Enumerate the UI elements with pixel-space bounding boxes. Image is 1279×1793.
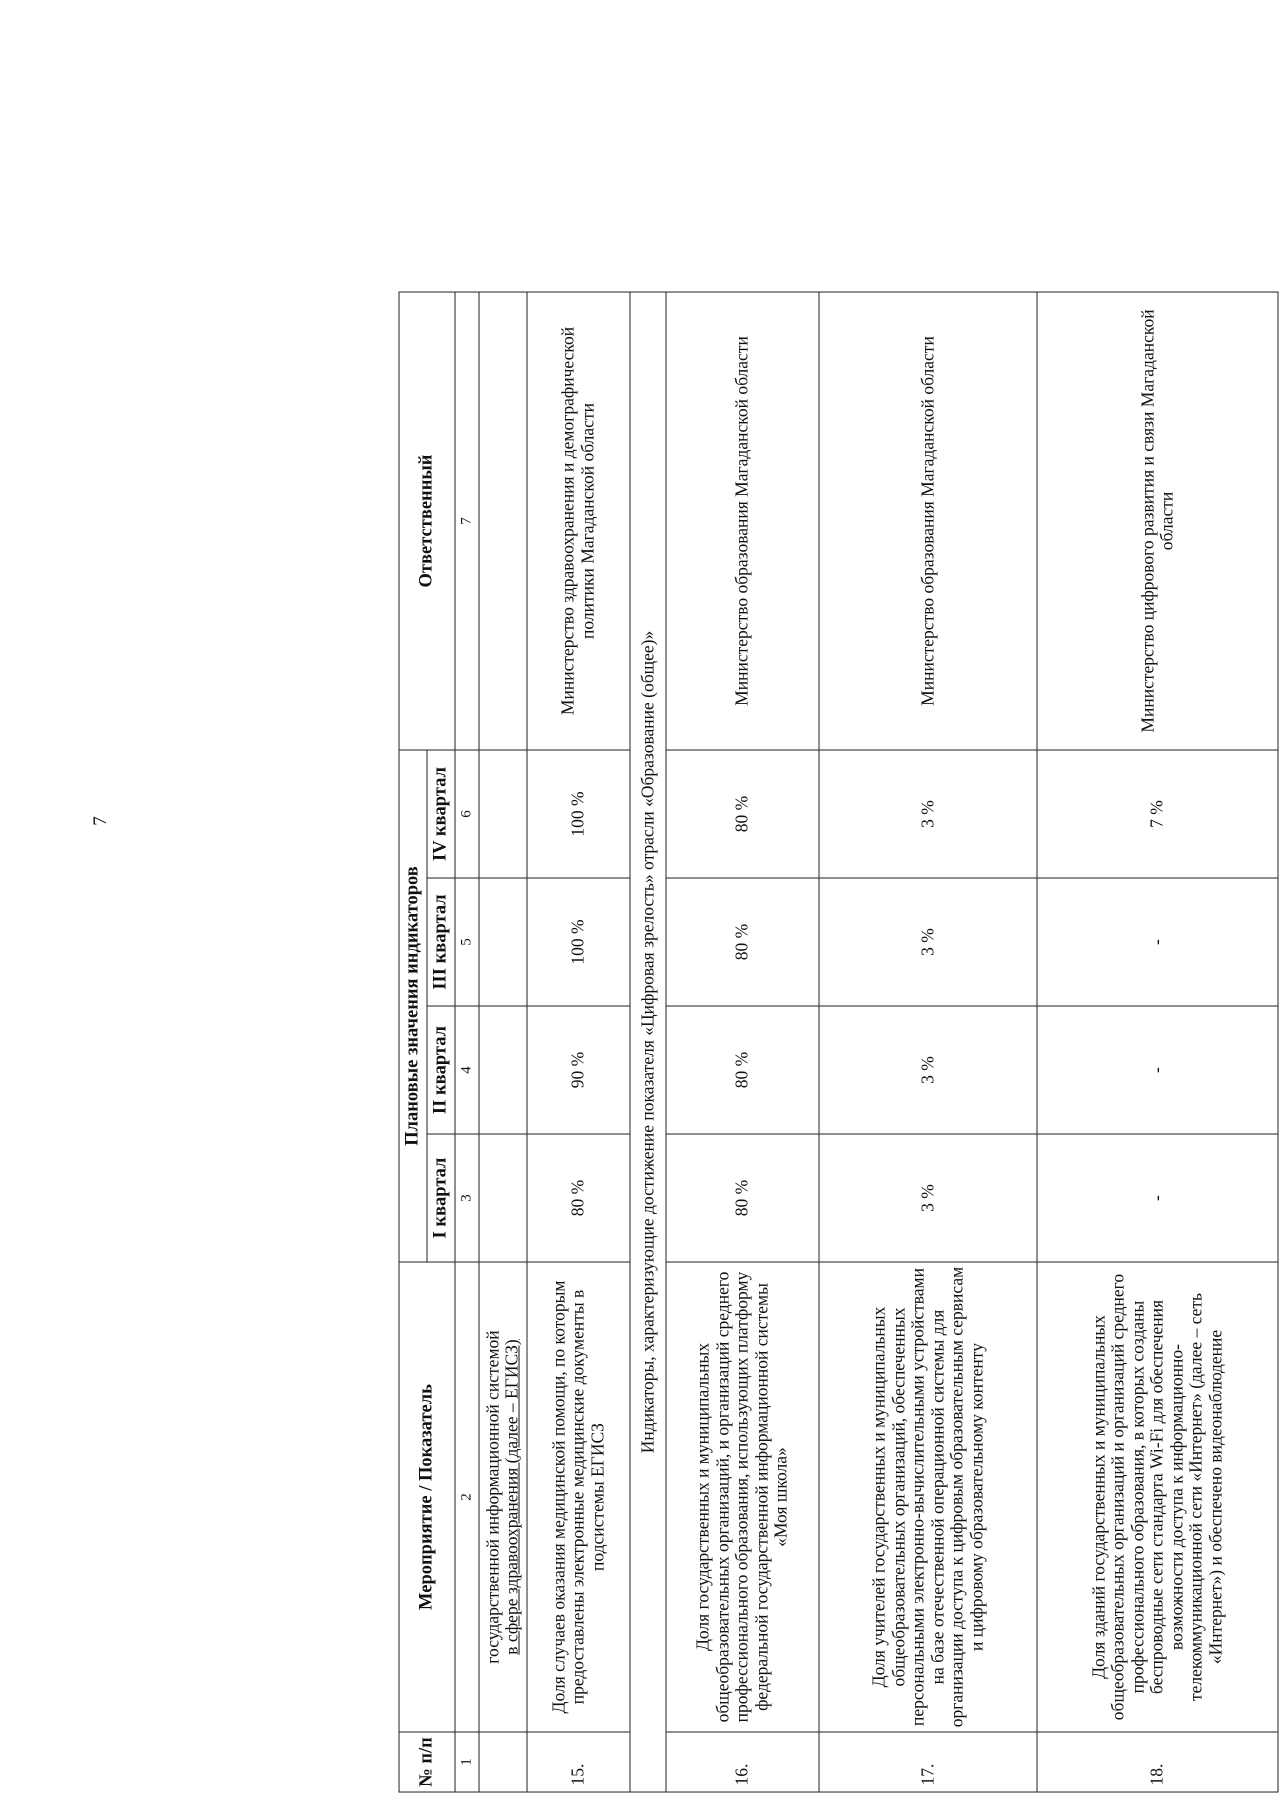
indicator-text: Доля государственных и муниципальных общеобразовательных организаций, и организаций среднего профессионального образования, использующих платформу федеральной государственной информационной системы «Моя школа» [666, 1262, 820, 1732]
row-number: 17. [819, 1732, 1037, 1792]
indicator-text: Доля случаев оказания медицинской помощи, по которым предоставлены электронные медицинские документы в подсистемы ЕГИСЗ [527, 1262, 631, 1732]
indicators-table [399, 291, 1279, 1792]
header-q2: II квартал [427, 1006, 455, 1134]
table-row [819, 292, 1037, 1792]
value-q3: 3 % [819, 878, 1037, 1006]
indicator-text: Доля зданий государственных и муниципальных общеобразовательных организаций и организаций среднего профессионального образования, в которых созданы беспроводные сети стандарта Wi-Fi для обеспечения возможности доступа к информационно-телекоммуникационной сети «Интернет» (далее – сеть «Интернет») и обеспечено видеонаблюдение [1037, 1262, 1278, 1732]
table-row [666, 292, 820, 1792]
continuation-text [479, 1262, 527, 1732]
value-q2: 90 % [527, 1006, 631, 1134]
value-q4: 7 % [1037, 750, 1278, 878]
responsible-text: Министерство образования Магаданской области [819, 292, 1037, 750]
value-q3: 80 % [666, 878, 820, 1006]
row-number: 16. [666, 1732, 820, 1792]
indicator-text: Доля учителей государственных и муниципальных общеобразовательных организаций, обеспеченных персональными электронно-вычислительными устройствами на базе отечественной операционной системы для организации доступа к цифровым образовательным сервисам и цифровому образовательному контенту [819, 1262, 1037, 1732]
column-index: 7 [455, 292, 479, 750]
page-number: 7 [90, 816, 111, 826]
header-planned-values: Плановые значения индикаторов [399, 750, 427, 1262]
value-q1: 80 % [666, 1134, 820, 1262]
value-q3: - [1037, 878, 1278, 1006]
responsible-text: Министерство образования Магаданской области [666, 292, 820, 750]
value-q4: 100 % [527, 750, 631, 878]
header-q3: III квартал [427, 878, 455, 1006]
column-index: 4 [455, 1006, 479, 1134]
header-responsible: Ответственный [399, 292, 455, 750]
header-q1: I квартал [427, 1134, 455, 1262]
header-num: № п/п [399, 1732, 455, 1792]
continuation-row [479, 292, 527, 1792]
column-index-row [455, 292, 479, 1792]
table-row [527, 292, 631, 1792]
section-title: Индикаторы, характеризующие достижение показателя «Цифровая зрелость» отрасли «Образование (общее)» [630, 292, 665, 1792]
value-q3: 100 % [527, 878, 631, 1006]
value-q1: 3 % [819, 1134, 1037, 1262]
continuation-line: государственной информационной системой [482, 1330, 503, 1664]
column-index: 1 [455, 1732, 479, 1792]
responsible-text: Министерство здравоохранения и демографической политики Магаданской области [527, 292, 631, 750]
value-q2: - [1037, 1006, 1278, 1134]
row-number: 15. [527, 1732, 631, 1792]
row-number: 18. [1037, 1732, 1278, 1792]
header-measure: Мероприятие / Показатель [399, 1262, 455, 1732]
value-q2: 80 % [666, 1006, 820, 1134]
header-q4: IV квартал [427, 750, 455, 878]
table-row [1037, 292, 1278, 1792]
value-q4: 80 % [666, 750, 820, 878]
section-row [630, 292, 665, 1792]
value-q4: 3 % [819, 750, 1037, 878]
header-row-top [399, 292, 427, 1792]
column-index: 3 [455, 1134, 479, 1262]
value-q1: - [1037, 1134, 1278, 1262]
column-index: 5 [455, 878, 479, 1006]
column-index: 6 [455, 750, 479, 878]
value-q1: 80 % [527, 1134, 631, 1262]
value-q2: 3 % [819, 1006, 1037, 1134]
continuation-line: в сфере здравоохранения (далее – ЕГИСЗ) [501, 1339, 522, 1655]
responsible-text: Министерство цифрового развития и связи Магаданской области [1037, 292, 1278, 750]
column-index: 2 [455, 1262, 479, 1732]
